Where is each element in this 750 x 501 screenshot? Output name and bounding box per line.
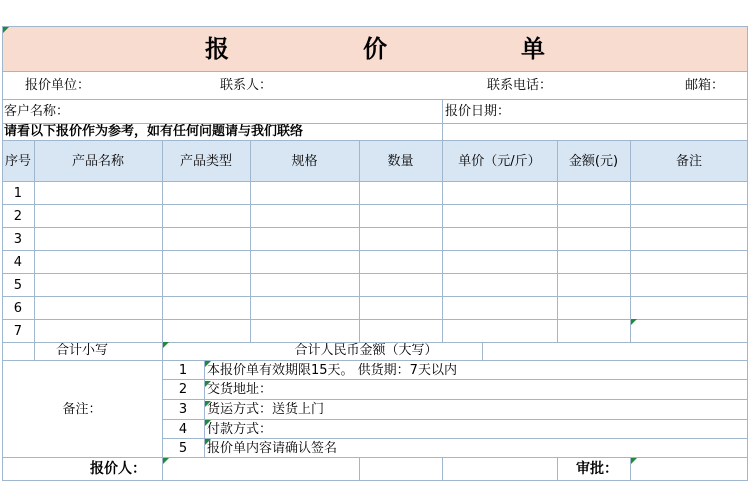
cell-marker-icon — [631, 319, 637, 325]
cell-marker-icon — [163, 458, 169, 464]
grid-line — [2, 342, 748, 343]
remark-number: 2 — [178, 382, 188, 397]
grid-line — [2, 250, 748, 251]
customer-name-label: 客户名称： — [4, 104, 70, 119]
remark-number: 3 — [178, 402, 188, 417]
grid-line — [630, 140, 631, 342]
cell-marker-icon — [205, 361, 211, 367]
remark-number: 4 — [178, 421, 188, 437]
grid-line — [34, 140, 35, 360]
grid-line — [2, 480, 748, 481]
cell-marker-icon — [205, 420, 211, 426]
row-number: 4 — [13, 254, 22, 270]
remark-text: 本报价单有效期限15天。 供货期：7天以内 — [207, 362, 457, 378]
grid-line — [2, 26, 748, 27]
grid-line — [2, 296, 748, 297]
grid-line — [2, 99, 748, 100]
cell-marker-icon — [205, 439, 211, 445]
quote-company-label: 报价单位： — [25, 78, 91, 93]
grid-line — [2, 123, 748, 124]
quotation-sheet — [2, 26, 748, 481]
remark-text: 货运方式：送货上门 — [207, 402, 325, 417]
grid-line — [359, 457, 360, 481]
notice-text: 请看以下报价作为参考，如有任何问题请与我们联络 — [4, 124, 304, 139]
grid-line — [747, 26, 748, 481]
contact-phone-label: 联系电话： — [487, 78, 553, 93]
total-lowercase-label: 合计小写 — [55, 343, 108, 358]
col-header-product-type: 产品类型 — [162, 141, 250, 181]
col-header-quantity: 数量 — [359, 141, 442, 181]
grid-line — [442, 123, 443, 140]
cell-marker-icon — [3, 27, 9, 33]
row-number: 2 — [13, 208, 22, 224]
row-number: 7 — [13, 323, 22, 339]
grid-line — [442, 457, 443, 481]
grid-line — [359, 140, 360, 342]
grid-line — [2, 181, 748, 182]
grid-line — [162, 438, 748, 439]
grid-line — [162, 399, 748, 400]
remark-text: 交货地址： — [207, 382, 273, 397]
approval-label: 审批： — [576, 461, 618, 477]
quoter-label: 报价人： — [90, 461, 146, 477]
col-header-amount: 金额(元) — [557, 141, 630, 181]
col-header-product-name: 产品名称 — [34, 141, 162, 181]
grid-line — [2, 360, 748, 361]
grid-line — [2, 140, 748, 141]
grid-line — [162, 419, 748, 420]
grid-line — [442, 99, 443, 123]
cell-marker-icon — [163, 342, 169, 348]
col-header-remark: 备注 — [630, 141, 748, 181]
remarks-label: 备注： — [62, 401, 102, 417]
grid-line — [2, 204, 748, 205]
grid-line — [162, 379, 748, 380]
row-number: 5 — [13, 277, 22, 293]
grid-line — [2, 26, 3, 481]
grid-line — [557, 457, 558, 481]
contact-person-label: 联系人： — [220, 78, 273, 93]
col-header-unit-price: 单价（元/斤） — [442, 141, 557, 181]
total-uppercase-label: 合计人民币金额（大写） — [294, 343, 438, 358]
sheet-title: 报 价 单 — [2, 26, 748, 71]
grid-line — [2, 71, 748, 72]
row-number: 1 — [13, 185, 22, 201]
grid-line — [2, 273, 748, 274]
grid-line — [2, 227, 748, 228]
cell-marker-icon — [205, 401, 211, 407]
remark-number: 5 — [178, 440, 188, 456]
email-label: 邮箱： — [685, 78, 725, 93]
col-header-spec: 规格 — [250, 141, 359, 181]
grid-line — [557, 140, 558, 342]
grid-line — [482, 342, 483, 360]
col-header-no: 序号 — [2, 141, 34, 181]
grid-line — [250, 140, 251, 342]
row-number: 6 — [13, 300, 22, 316]
cell-marker-icon — [631, 458, 637, 464]
remark-number: 1 — [178, 362, 188, 378]
remark-text: 付款方式： — [207, 421, 273, 437]
cell-marker-icon — [205, 381, 211, 387]
grid-line — [162, 140, 163, 481]
grid-line — [442, 140, 443, 342]
quote-date-label: 报价日期： — [445, 104, 511, 119]
row-number: 3 — [13, 231, 22, 247]
remark-text: 报价单内容请确认签名 — [207, 440, 338, 456]
